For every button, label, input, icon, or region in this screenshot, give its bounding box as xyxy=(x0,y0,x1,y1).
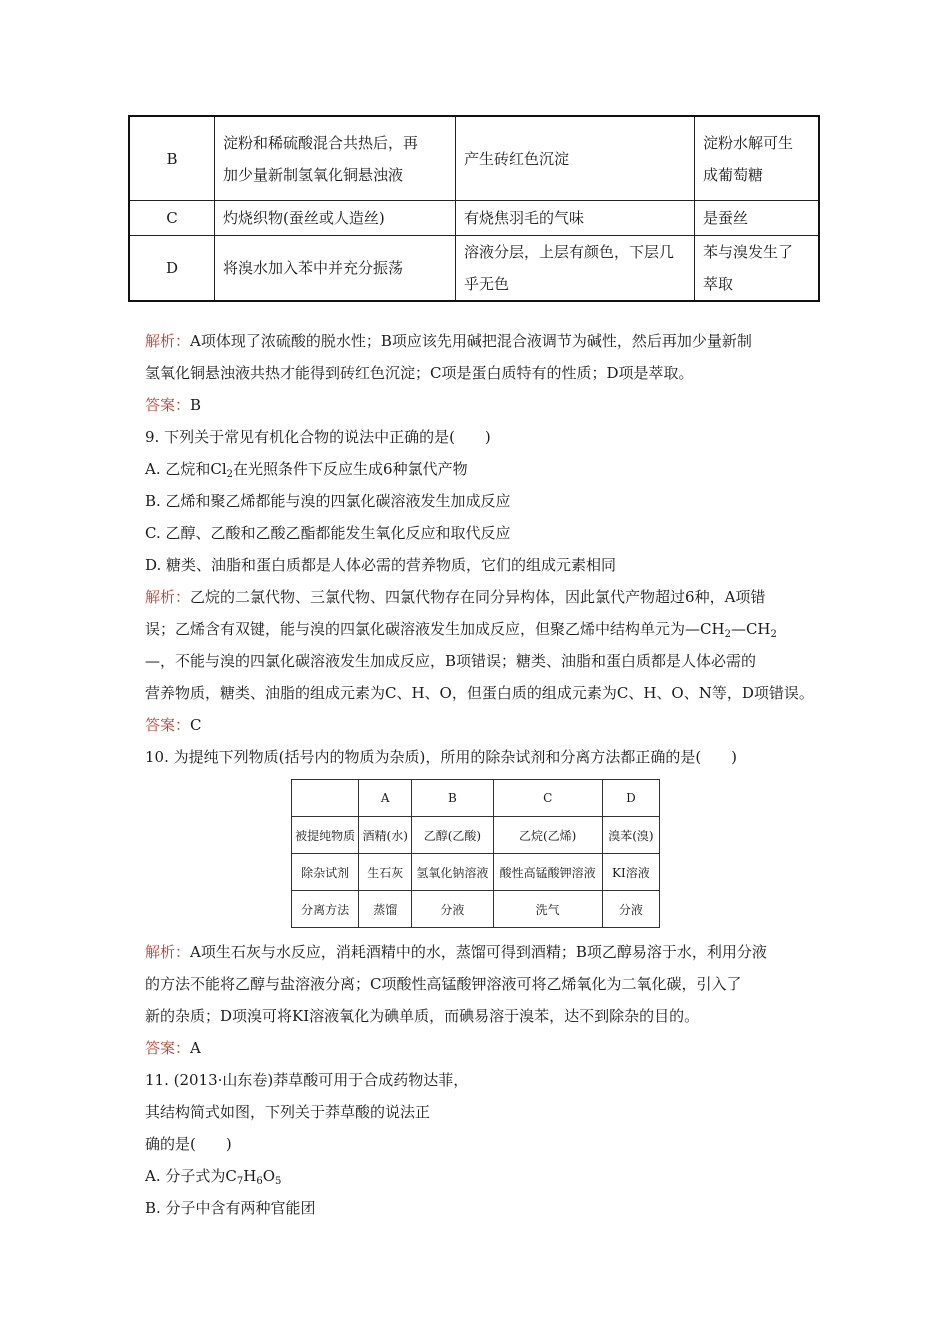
phenomenon-cell: 产生砖红色沉淀 xyxy=(456,116,695,201)
q9-analysis-line: 误；乙烯含有双键，能与溴的四氯化碳溶液发生加成反应，但聚乙烯中结构单元为$—CH_2—CH_2$ xyxy=(145,620,777,640)
conclusion-cell: 是蚕丝 xyxy=(695,201,820,236)
q8-analysis-line: 解析：A项体现了浓硫酸的脱水性；B项应该先用碱把混合液调节为碱性，然后再加少量新制 xyxy=(145,332,752,350)
q9-analysis-line: 解析：乙烷的二氯代物、三氯代物、四氯代物存在同分异构体，因此氯代产物超过6种，A项错 xyxy=(145,588,766,606)
table-row: A B C D xyxy=(292,780,660,817)
table-row: 除杂试剂 生石灰 氢氧化钠溶液 酸性高锰酸钾溶液 KI溶液 xyxy=(292,854,660,891)
q10-analysis-line: 的方法不能将乙醇与盐溶液分离；C项酸性高锰酸钾溶液可将乙烯氧化为二氧化碳，引入了 xyxy=(145,975,742,993)
phenomenon-cell: 有烧焦羽毛的气味 xyxy=(456,201,695,236)
option-cell: D xyxy=(129,236,215,302)
q9-option-c: C. 乙醇、乙酸和乙酸乙酯都能发生氧化反应和取代反应 xyxy=(145,524,511,542)
option-cell: C xyxy=(129,201,215,236)
table-row: 被提纯物质 酒精(水) 乙醇(乙酸) 乙烷(乙烯) 溴苯(溴) xyxy=(292,817,660,854)
operation-cell: 灼烧织物(蚕丝或人造丝) xyxy=(215,201,456,236)
q9-option-a: A. 乙烷和$Cl_2$在光照条件下反应生成6种氯代产物 xyxy=(145,460,468,480)
q9-analysis-line: —，不能与溴的四氯化碳溶液发生加成反应，B项错误；糖类、油脂和蛋白质都是人体必需的 xyxy=(145,652,757,670)
conclusion-cell: 淀粉水解可生 成葡萄糖 xyxy=(695,116,820,201)
q9-analysis-line: 营养物质，糖类、油脂的组成元素为C、H、O，但蛋白质的组成元素为C、H、O、N等，D项错误。 xyxy=(145,684,814,702)
q11-stem-line: 确的是( ) xyxy=(145,1135,232,1153)
experiment-table xyxy=(128,115,820,302)
q11-stem-line: 其结构简式如图，下列关于莽草酸的说法正 xyxy=(145,1103,431,1121)
operation-cell: 将溴水加入苯中并充分振荡 xyxy=(215,236,456,302)
q10-analysis-line: 新的杂质；D项溴可将KI溶液氧化为碘单质，而碘易溶于溴苯，达不到除杂的目的。 xyxy=(145,1007,700,1025)
q10-answer: 答案：A xyxy=(145,1039,201,1057)
q11-option-a: A. 分子式为$C_7H_6O_5$ xyxy=(145,1167,282,1187)
phenomenon-cell: 溶液分层，上层有颜色，下层几 乎无色 xyxy=(456,236,695,302)
q11-stem-line: 11. (2013·山东卷)莽草酸可用于合成药物达菲， xyxy=(145,1071,469,1089)
table-row xyxy=(129,236,819,302)
table-row: 分离方法 蒸馏 分液 洗气 分液 xyxy=(292,891,660,928)
q9-option-b: B. 乙烯和聚乙烯都能与溴的四氯化碳溶液发生加成反应 xyxy=(145,492,511,510)
q10-analysis-line: 解析：A项生石灰与水反应，消耗酒精中的水，蒸馏可得到酒精；B项乙醇易溶于水，利用分液 xyxy=(145,943,767,961)
table-row xyxy=(129,201,819,236)
q8-answer: 答案：B xyxy=(145,396,202,414)
q11-option-b: B. 分子中含有两种官能团 xyxy=(145,1199,316,1217)
operation-cell: 淀粉和稀硫酸混合共热后，再 加少量新制氢氧化铜悬浊液 xyxy=(215,116,456,201)
q10-stem: 10. 为提纯下列物质(括号内的物质为杂质)，所用的除杂试剂和分离方法都正确的是( ) xyxy=(145,748,738,766)
table-row xyxy=(129,116,819,201)
purification-table xyxy=(291,779,660,928)
option-cell: B xyxy=(129,116,215,201)
q8-analysis-line: 氢氧化铜悬浊液共热才能得到砖红色沉淀；C项是蛋白质特有的性质；D项是萃取。 xyxy=(145,364,694,382)
q9-option-d: D. 糖类、油脂和蛋白质都是人体必需的营养物质，它们的组成元素相同 xyxy=(145,556,617,574)
q9-stem: 9. 下列关于常见有机化合物的说法中正确的是( ) xyxy=(145,428,491,446)
conclusion-cell: 苯与溴发生了 萃取 xyxy=(695,236,820,302)
q9-answer: 答案：C xyxy=(145,716,202,734)
